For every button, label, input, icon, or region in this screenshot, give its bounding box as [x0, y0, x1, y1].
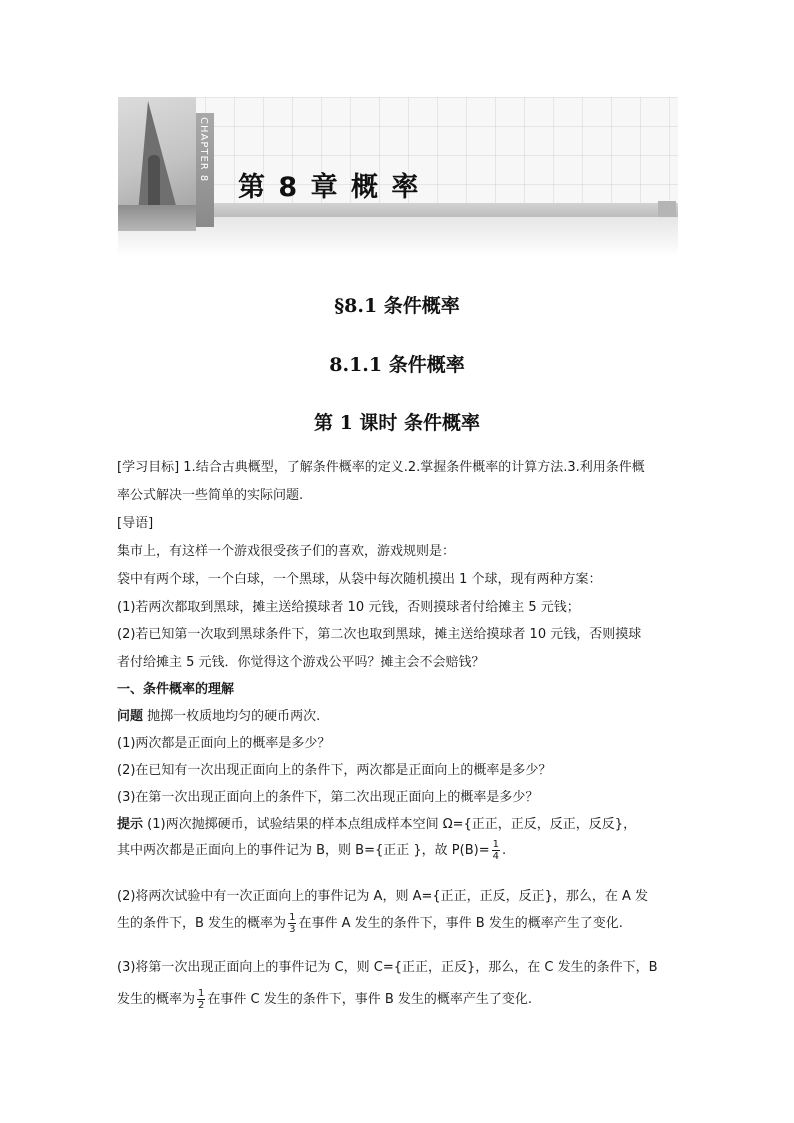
objectives-line-2: 率公式解决一些简单的实际问题. [117, 488, 304, 503]
monument-base [118, 205, 196, 231]
section-heading: §8.1 条件概率 [334, 295, 460, 317]
question-3: (3)在第一次出现正面向上的条件下，第二次出现正面向上的概率是多少？ [117, 790, 539, 805]
question-line: 问题 抛掷一枚质地均匀的硬币两次. [117, 709, 321, 724]
monument-photo [118, 97, 196, 231]
part-1-title: 一、条件概率的理解 [117, 682, 235, 697]
question-label: 问题 [117, 709, 144, 724]
question-2: (2)在已知有一次出现正面向上的条件下，两次都是正面向上的概率是多少？ [117, 763, 552, 778]
hint-line-3a: (3)将第一次出现正面向上的事件记为 C，则 C={正正，正反}，那么，在 C 发生的条件下，B [117, 960, 658, 975]
intro-rule-2a: (2)若已知第一次取到黑球条件下，第二次也取到黑球，摊主送给摸球者 10 元钱，否则摸球 [117, 627, 642, 642]
intro-rule-1: (1)若两次都取到黑球，摊主送给摸球者 10 元钱，否则摸球者付给摊主 5 元钱； [117, 600, 580, 615]
objectives-label: [学习目标] [117, 460, 180, 475]
lesson-heading: 第 1 课时 条件概率 [313, 412, 481, 434]
fraction-one-quarter: $\frac{1}{4}$ [492, 839, 499, 862]
hint-line-2b: 生的条件下，B 发生的概率为 $\frac{1}{3}$ 在事件 A 发生的条件下，事件 B 发生的概率产生了变化. [117, 912, 623, 935]
intro-paragraph-2: 袋中有两个球，一个白球，一个黑球，从袋中每次随机摸出 1 个球，现有两种方案： [117, 572, 602, 587]
objectives-line-1: [学习目标] 1.结合古典概型，了解条件概率的定义.2.掌握条件概率的计算方法.3.利用条件概 [117, 460, 645, 475]
chapter-banner [118, 97, 678, 257]
hint-line-1: 提示 (1)两次抛掷硬币，试验结果的样本点组成样本空间 Ω={正正，正反，反正，反反}， [117, 817, 637, 832]
banner-corner-square [658, 201, 676, 217]
hint-label: 提示 [117, 817, 144, 832]
hint-line-2a: (2)将两次试验中有一次正面向上的事件记为 A，则 A={正正，正反，反正}，那么，在 A 发 [117, 889, 649, 904]
intro-label: [导语] [117, 516, 154, 531]
intro-paragraph-1: 集市上，有这样一个游戏很受孩子们的喜欢，游戏规则是： [117, 544, 456, 559]
hint-line-1b: 其中两次都是正面向上的事件记为 B，则 B={正正 }，故 P(B)= $\frac{1}{4}$ . [117, 839, 507, 862]
question-1: (1)两次都是正面向上的概率是多少？ [117, 736, 331, 751]
chapter-title: 第 8 章 概 率 [238, 172, 421, 203]
chapter-tab-label: CHAPTER 8 [198, 117, 209, 183]
subsection-heading: 8.1.1 条件概率 [329, 354, 465, 376]
intro-rule-2b: 者付给摊主 5 元钱．你觉得这个游戏公平吗？摊主会不会赔钱？ [117, 655, 485, 670]
chapter-tab [196, 113, 214, 227]
fraction-one-half: $\frac{1}{2}$ [198, 988, 205, 1011]
fraction-one-third: $\frac{1}{3}$ [289, 912, 296, 935]
monument-statue [148, 155, 160, 207]
hint-line-3b: 发生的概率为 $\frac{1}{2}$ 在事件 C 发生的条件下，事件 B 发生的概率产生了变化. [117, 988, 533, 1011]
